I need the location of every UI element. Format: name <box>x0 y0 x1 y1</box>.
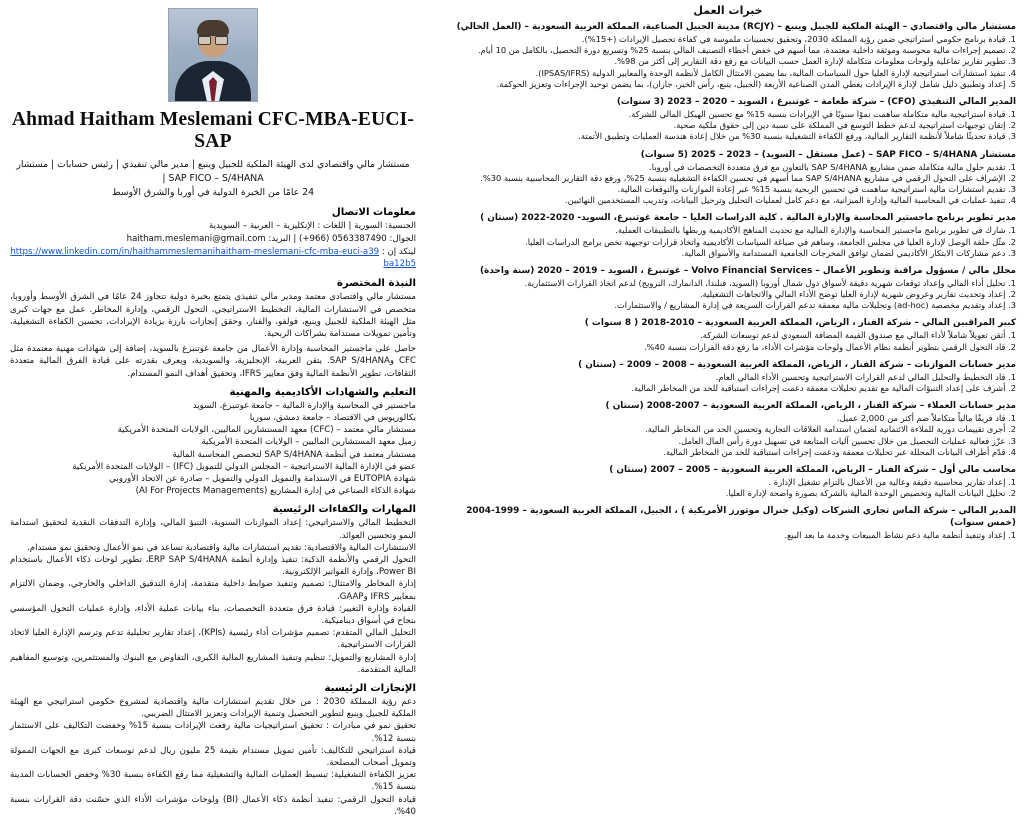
summary-paragraph-2: حاصل على ماجستير المحاسبة وإدارة الأعمال من جامعة غوتنبرغ بالسويد، إضافة إلى شهادات مهنية معتمدة مثل CFC وSAP S/4HANA. يتقن العربية، الإنجليزية، والسويدية، ويعرف بقدرته على قيادة الفرق المالية متعددة الثقافات، تطوير الأنظمة المالية وفق معايير IFRS، وتحقيق أهداف النمو المستدام. <box>10 344 416 379</box>
job-bullet: 3. عزّز فعالية عمليات التحصيل من خلال تحسين آليات المتابعة في تسهيل دورة رأس المال العامل. <box>678 435 1016 446</box>
job-bullet: 2. إعداد وتحديث تقارير وعروض شهرية لإدارة العليا توضح الأداء المالي والاتجاهات التشغيلية. <box>699 289 1016 300</box>
contact-linkedin <box>10 246 416 272</box>
education-item: ماجستير في المحاسبة والإدارة المالية – جامعة غوتنبرغ، السويد <box>192 400 416 411</box>
achievements-heading: الإنجازات الرئيسية <box>324 683 416 695</box>
experience-item <box>440 359 1016 394</box>
job-bullet: 5. إعداد وتطبيق دليل شامل لإدارة الإيرادات يغطي المدن الصناعية الأربعة (الجبيل، ينبع، رأس الخير، جازان)، بما يضمن توحيد الإجراءات وتعزيز الحوكمة. <box>496 78 1016 89</box>
job-bullet: 1. إعداد وتنفيذ أنظمة مالية دعم نشاط المبيعات وخدمة ما بعد البيع. <box>784 530 1016 541</box>
job-bullet: 4. قدّم أطراف البيانات المحللة عبر تحليلات معمقة ودعمت إجراءات استباقية للحد من المخاطر المالية. <box>663 446 1016 457</box>
experience-item <box>440 464 1016 499</box>
achievement-item: قيادة استراتيجي للتكاليف: تأمين تمويل مستدام بقيمة 25 مليون ريال لدعم توسعات كبرى مع الجهات الممولة وتمويل أصحاب المصلحة. <box>10 745 416 769</box>
skills-item: إدارة المشاريع والتمويل: تنظيم وتنفيذ المشاريع المالية الكبرى، التفاوض مع البنوك والمستثمرين، وتوسيع المفاهيم المالية المتقدمة. <box>10 652 416 675</box>
job-bullet: 2. إتقان توجيهات استراتيجية لدعم خطط التوسع في المملكة على نسبة دين إلى حقوق ملكية صحية. <box>673 120 1016 131</box>
experience-heading: خبرات العمل <box>693 4 763 17</box>
experience-item <box>440 400 1016 458</box>
job-title: كبير المراقبين المالي – شركة الفنار ، الرياض، المملكة العربية السعودية – 2010-2018 ( 8 سنوات ) <box>584 318 1016 329</box>
job-bullet: 1. قاد فريقًا مالياً متكاملاً ضم أكثر من 2,000 عميل. <box>836 413 1016 424</box>
skills-item: التخطيط المالي والاستراتيجي: إعداد الموازنات السنوية، التنبؤ المالي، وإدارة التدفقات النقدية لتحقيق استدامة النمو وتحسين العوائد. <box>10 518 416 541</box>
job-bullet: 1. قيادة استراتيجية مالية متكاملة ساهمت نموًا سنويًا في الإيرادات بنسبة 15% مع تحسين الهيكل المالي للشركة. <box>628 108 1016 119</box>
job-title: مستشار مالي واقتصادي – الهيئة الملكية للجبيل وينبع – (RCJY) مدينة الجبيل الصناعية، المملكة العربية السعودية – (العمل الحالي) <box>456 22 1016 32</box>
experience-item <box>440 265 1016 312</box>
job-bullet: 2. قاد التحول الرقمي بتطوير أنظمة نظام الأعمال ولوحات مؤشرات الأداء، ما رفع دقة القرارات بنسبة 40%. <box>643 341 1016 352</box>
job-details <box>440 225 1016 259</box>
job-bullet: 2. مثّل حلقة الوصل لإدارة العليا في مجلس الجامعة، وساهم في صياغة السياسات الأكاديمية واتخاذ قرارات توجيهية تخص برامج الدراسات العليا. <box>525 236 1016 247</box>
achievement-item: دعم رؤية المملكة 2030 : من خلال تقديم استشارات مالية واقتصادية لمشروع حكومي استراتيجي مع الهيئة الملكية للجبيل وينبع لتطوير التحصيل وتنمية الإيرادات وتعزيز الامتثال الضريبي. <box>10 697 416 720</box>
education-item: مستشار معتمد في أنظمة SAP S/4HANA لتخصص المحاسبة المالية <box>172 449 416 460</box>
job-details <box>440 413 1016 458</box>
job-bullet: 2. أجرى تقييمات دورية للملاءة الائتمانية لضمان استدامة العلاقات التجارية وتحسين الحد من المخاطر المالية. <box>645 424 1016 435</box>
contact-heading: معلومات الاتصال <box>331 206 416 218</box>
job-bullet: 1. قيادة برنامج حكومي استراتيجي ضمن رؤية المملكة 2030، وتحقيق تحسينات ملموسة في كفاءة تحصيل الإيرادات (+15%). <box>581 34 1016 45</box>
job-bullet: 4. تنفيذ استشارات استراتيجية لإدارة العليا حول السياسات المالية، بما يضمن الامتثال الكامل لأنظمة الوحدة والمعايير الدولية (IPSAS/IFRS). <box>535 67 1016 78</box>
avatar <box>10 8 416 102</box>
job-bullet: 1. تقديم حلول مالية متكاملة ضمن مشاريع SAP S/4HANA بالتعاون مع فرق متعددة التخصصات في أوروبا. <box>649 161 1016 172</box>
job-details <box>440 330 1016 352</box>
job-bullet: 3. إعداد وتقديم مخصصة (ad-hoc) وتحليلات مالية معمقة تدعم القرارات السريعة في إدارة المشاريع / والاستثمارات. <box>614 300 1016 311</box>
job-details <box>440 477 1016 499</box>
skills-item: القيادة وإدارة التغيير: قيادة فرق متعددة التخصصات، بناء بيانات عملية الأداء، وإدارة عمليات التحول المؤسسي بنجاح في أسواق ديناميكية. <box>10 603 416 627</box>
job-bullet: 3. قيادة تحديثًا شاملاً لأنظمة التقارير المالية، ورفع الكفاءة التشغيلية بنسبة 30% من خلال إعادة هندسة العمليات وتطبيق الأتمتة. <box>578 131 1016 142</box>
education-item: شهادة EUTOPIA في الاستدامة والتمويل الدولي والتمويل – صادرة عن الاتحاد الأوروبي <box>109 474 416 485</box>
job-bullet: 3. دعم مشاركات الابتكار الأكاديمي لضمان توافق المخرجات الجامعية المستدامة والأسواق المالية. <box>681 247 1016 258</box>
skills-item: الاستشارات المالية والاقتصادية: تقديم استشارات مالية واقتصادية تساعد في نمو الأعمال وتحقيق نمو مستدام. <box>27 542 416 553</box>
education-item: مستشار مالي معتمد – (CFC) معهد المستشارين الماليين، الولايات المتحدة الأمريكية <box>117 425 416 436</box>
header-subtitle <box>10 158 416 200</box>
job-bullet: 3. تقديم استشارات مالية استراتيجية ساهمت في تحسين الربحية بنسبة 15% عبر إعادة الموازنات والتوقعات المالية. <box>617 183 1016 194</box>
education-heading: التعليم والشهادات الأكاديمية والمهنية <box>229 386 416 398</box>
skills-item: التحليل المالي المتقدم: تصميم مؤشرات أداء رئيسية (KPIs)، إعداد تقارير تحليلية تدعم وترسم الإدارة العليا لاتخاذ القرارات الاستراتيجية. <box>10 628 416 651</box>
page-title: Ahmad Haitham Meslemani CFC-MBA-EUCI-SAP <box>11 109 415 152</box>
job-bullet: 1. شارك في تطوير برنامج ماجستير المحاسبة والإدارة المالية مع تحديث المناهج الأكاديمية وربطها بالتطبيقات العملية. <box>615 225 1016 236</box>
job-bullet: 2. أشرف على إعداد التنبؤات المالية مع تقديم تحليلات معمقة دعمت إجراءات استباقية للحد من المخاطر المالية. <box>631 383 1016 394</box>
contact-nationality-languages: الجنسية: السورية | اللغات : الإنكليزية – العربية – السويدية <box>209 220 416 231</box>
job-details <box>440 109 1016 143</box>
job-details <box>440 278 1016 312</box>
achievement-item: قيادة التحول الرقمي: تنفيذ أنظمة ذكاء الأعمال (BI) ولوحات مؤشرات الأداء الذي حسّنت دقة القرارات بنسبة 40%. <box>10 794 416 817</box>
experience-item <box>440 505 1016 541</box>
skills-item: التحول الرقمي والأنظمة الذكية: تنفيذ وإدارة أنظمة ERP SAP S/4HANA، تطوير لوحات ذكاء الأعمال باستخدام Power BI، وإدارة الفواتير الإلكترونية. <box>10 555 416 578</box>
job-title: مدير حسابات العملاء – شركة الفنار ، الرياض، المملكة العربية السعودية – 2007-2008 (سنتان ) <box>605 401 1016 412</box>
header-subtitle-line2: 24 عامًا من الخبرة الدولية في أوربا والشرق الأوسط <box>111 186 315 198</box>
job-details <box>440 372 1016 394</box>
achievement-item: تحقيق نمو في مبادرات : تحقيق استراتيجيات مالية رفعت الإيرادات بنسبة 15% وخفضت التكاليف على الاستثمار بنسبة 12%. <box>10 721 416 744</box>
job-title: مدير حسابات الموازنات – شركة الفنار ، الرياض، المملكة العربية السعودية – 2008 – 2009 – (سنتان ) <box>578 359 1016 370</box>
experience-column <box>430 0 1024 583</box>
job-bullet: 1. إعداد تقارير محاسبية دقيقة وعالية من الأعمال بالتزام تشغيل الإدارة . <box>768 477 1016 488</box>
job-bullet: 1. أتقن تعويلاً شاملاً لأداء المالي مع صندوق القيمة المضافة السعودي لدعم توسعات الشركة. <box>700 330 1016 341</box>
job-title: محاسب مالي أول – شركة الفنار – الرياض، المملكة العربية السعودية – 2005 – 2007 (سنتان ) <box>609 465 1016 475</box>
job-bullet: 2. تحليل البيانات المالية وتخصيص الوحدة المالية بالشركة بصورة واضحة لإدارة العليا. <box>725 488 1016 499</box>
experience-item <box>440 212 1016 259</box>
experience-item <box>440 317 1016 352</box>
skills-item: إدارة المخاطر والامتثال: تصميم وتنفيذ ضوابط داخلية متقدمة، إدارة التدقيق الداخلي والخارجي، وضمان الالتزام بمعايير IFRS وGAAP. <box>10 579 416 602</box>
glasses-icon <box>198 35 228 43</box>
education-item: زميل معهد المستشارين الماليين – الولايات المتحدة الأمريكية <box>201 437 416 448</box>
job-details <box>440 34 1016 90</box>
contact-phone-email: الجوال: 0563387490 (966+) | البريد: haitham.meslemani@gmail.com <box>126 233 416 244</box>
achievement-item: تعزيز الكفاءة التشغيلية: تبسيط العمليات المالية والتشغيلية مما رفع الكفاءة بنسبة 30% وخفض الحسابات المدينة بنسبة 15%. <box>10 770 416 793</box>
education-item: شهادة الذكاء الصناعي في إدارة المشاريع (AI For Projects Managements) <box>135 486 416 497</box>
experience-item <box>440 149 1016 207</box>
experience-item <box>440 96 1016 143</box>
job-title: مستشار SAP FICO – S/4HANA – (عمل مستقل – السويد) – 2023 – 2025 (5 سنوات) <box>640 149 1016 160</box>
job-details <box>440 162 1016 207</box>
job-title: مدير تطوير برنامج ماجستير المحاسبة والإدارة المالية . كلية الدراسات العليا – جامعة غوتنبرغ، السويد- 2020-2022 (سنتان ) <box>480 213 1016 224</box>
header-subtitle-line1: مستشار مالي واقتصادي لدى الهيئة الملكية للجبيل وينبع | مدير مالي تنفيذي | رئيس حسابات | مستشار SAP FICO – S/4HANA | <box>16 159 410 184</box>
summary-heading: النبذة المختصرة <box>336 278 416 290</box>
job-title: المدير المالي – شركة الماس تجاري الشركات (وكيل جنرال موتورز الأمريكية ) ، الجبيل، المملكة العربية السعودية – 1999-2004 (خمس سنوات) <box>466 506 1016 529</box>
experience-item <box>440 21 1016 90</box>
contact-linkedin-label: لينكد إن : <box>379 246 416 257</box>
profile-column <box>0 0 430 817</box>
job-bullet: 4. تنفيذ عمليات في المحاسبة المالية وإدارة الميزانية، مع دعم كامل لعمليات التحليل وترحيل البيانات، وتدريب المستخدمين النهائيين. <box>565 195 1016 206</box>
education-item: بكالوريوس في الاقتصاد – جامعة دمشق، سوريا <box>249 413 416 423</box>
job-bullet: 3. تطوير تقارير تفاعلية ولوحات معلومات متكاملة لإدارة العمل حسب البيانات مع رفع دقة التقارير إلى أكثر من 98%. <box>614 56 1016 67</box>
skills-heading: المهارات والكفاءات الرئيسية <box>272 504 416 516</box>
profile-photo <box>168 8 258 102</box>
job-details <box>440 530 1016 541</box>
job-bullet: 1. تحليل أداء المالي وإعداد توقعات شهرية دقيقة لأسواق دول شمال أوروبا (السويد، فنلندا، الدانمارك، النرويج) لدعم اتخاذ القرارات الاستثمارية. <box>524 277 1016 288</box>
photo-hair <box>197 20 229 35</box>
job-bullet: 1. قاد التخطيط والتحليل المالي لدعم القرارات الاستراتيجية وتحسين الأداء المالي العام. <box>715 371 1016 382</box>
summary-paragraph-1: مستشار مالي واقتصادي معتمد ومدير مالي تنفيذي يتمتع بخبرة دولية تتجاوز 24 عامًا في الشرق الأوسط وأوروبا، متخصص في الاستشارات المالية، التخطيط الاستراتيجي، التحول الرقمي، وإدارة المخاطر. عمل مع جهات كبرى مثل الهيئة الملكية للجبيل وينبع، فولفو، والفنار، وحقق إنجازات بارزة بزيادة الإيرادات، تحسين الكفاءة التشغيلية، وتأمين تمويلات مستدامة بشراكات الربحية. <box>10 292 416 339</box>
job-bullet: 2. تصميم إجراءات مالية محوسبة وموثقة داخلية معتمدة، مما أسهم في خفض أخطاء التصنيف المالي بنسبة 25% وتسريع دورة التحصيل، بالكامل من 10 أيام. <box>478 45 1016 56</box>
job-title: المدير المالي التنفيذي (CFO) – شركة طعامة – غوتنبرغ ، السويد – 2020 – 2023 (3 سنوات) <box>616 96 1016 107</box>
linkedin-link[interactable]: https://www.linkedin.com/in/haithammeslemanihaitham-meslemani-cfc-mba-euci-a39ba12b5 <box>10 246 416 270</box>
job-title: محلل مالي / مسؤول مراقبة وتطوير الأعمال – Volvo Financial Services – غوتنبرغ ، السويد – 2019 – 2020 (سنة واحدة) <box>480 265 1016 276</box>
education-item: عضو في الإدارة المالية الاستراتيجية – المجلس الدولي للتمويل (IFC) – الولايات المتحدة الأمريكية <box>72 461 416 472</box>
job-bullet: 2. الإشراف على التحول الرقمي في مشاريع SAP S/4HANA مما أسهم في تحسين الكفاءة التشغيلية بنسبة 25%، ورفع دقة التقارير المحاسبية بنسبة 30%. <box>480 172 1016 183</box>
